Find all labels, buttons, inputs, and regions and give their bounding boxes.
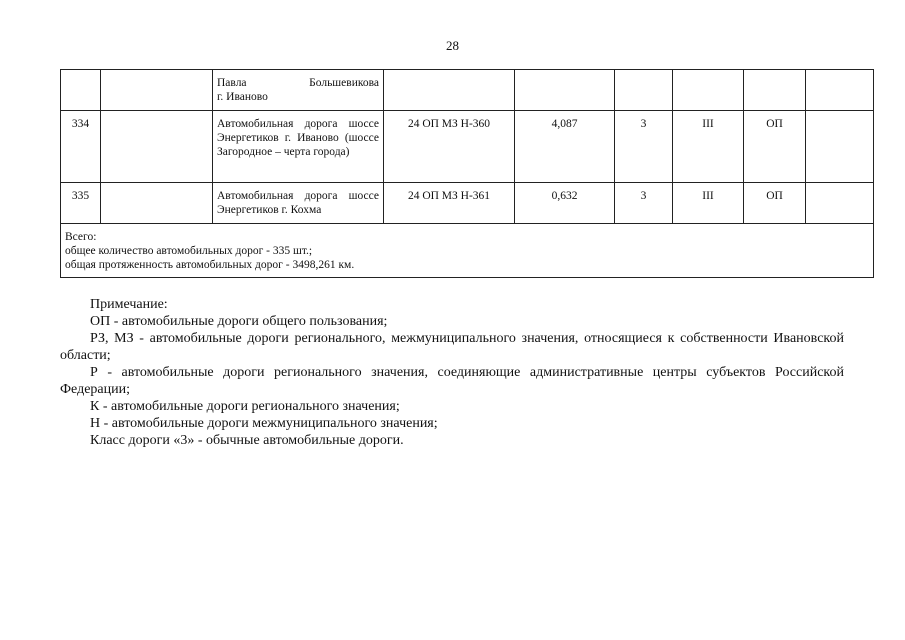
road-name-word: Большевикова (309, 77, 379, 89)
total-count: общее количество автомобильных дорог - 335 шт.; (65, 245, 313, 257)
roads-table (60, 69, 874, 278)
cell-blank (101, 111, 213, 183)
note-line: К - автомобильные дороги регионального значения; (90, 399, 400, 414)
cell-extra (806, 111, 874, 183)
cell-category (673, 70, 744, 111)
total-row (61, 224, 874, 278)
cell-type (744, 70, 806, 111)
cell-blank (101, 70, 213, 111)
cell-code: 24 ОП МЗ Н-360 (384, 111, 515, 183)
road-name-line-1 (217, 76, 379, 90)
road-name-line-2: г. Иваново (217, 91, 268, 103)
total-length: общая протяженность автомобильных дорог - 3498,261 км. (65, 259, 355, 271)
cell-length: 0,632 (515, 183, 615, 224)
table-row (61, 183, 874, 224)
cell-road-name (213, 70, 384, 111)
cell-category: III (673, 183, 744, 224)
cell-length: 4,087 (515, 111, 615, 183)
cell-road-name: Автомобильная дорога шоссе Энергетиков г. Кохма (213, 183, 384, 224)
cell-num: 335 (61, 183, 101, 224)
cell-class (615, 70, 673, 111)
cell-type: ОП (744, 111, 806, 183)
note-line: РЗ, МЗ - автомобильные дороги регионального, межмуниципального значения, относящиеся к собственности Ивановской области; (60, 331, 844, 363)
cell-blank (101, 183, 213, 224)
total-label: Всего: (65, 231, 97, 243)
page-number: 28 (446, 38, 459, 53)
table-row (61, 70, 874, 111)
cell-class: 3 (615, 111, 673, 183)
cell-code: 24 ОП МЗ Н-361 (384, 183, 515, 224)
table-row (61, 111, 874, 183)
note-line: ОП - автомобильные дороги общего пользования; (90, 314, 388, 329)
total-cell (61, 224, 874, 278)
cell-type: ОП (744, 183, 806, 224)
cell-extra (806, 183, 874, 224)
cell-length (515, 70, 615, 111)
notes-section (60, 296, 844, 449)
note-line: Р - автомобильные дороги регионального значения, соединяющие административные центры субъектов Российской Федерации; (60, 365, 844, 397)
cell-class: 3 (615, 183, 673, 224)
cell-road-name: Автомобильная дорога шоссе Энергетиков г. Иваново (шоссе Загородное – черта города) (213, 111, 384, 183)
notes-heading: Примечание: (90, 297, 168, 312)
road-name-word: Павла (217, 77, 247, 89)
cell-category: III (673, 111, 744, 183)
cell-code (384, 70, 515, 111)
cell-num: 334 (61, 111, 101, 183)
cell-extra (806, 70, 874, 111)
cell-num (61, 70, 101, 111)
note-line: Класс дороги «3» - обычные автомобильные дороги. (90, 433, 404, 448)
note-line: Н - автомобильные дороги межмуниципального значения; (90, 416, 438, 431)
